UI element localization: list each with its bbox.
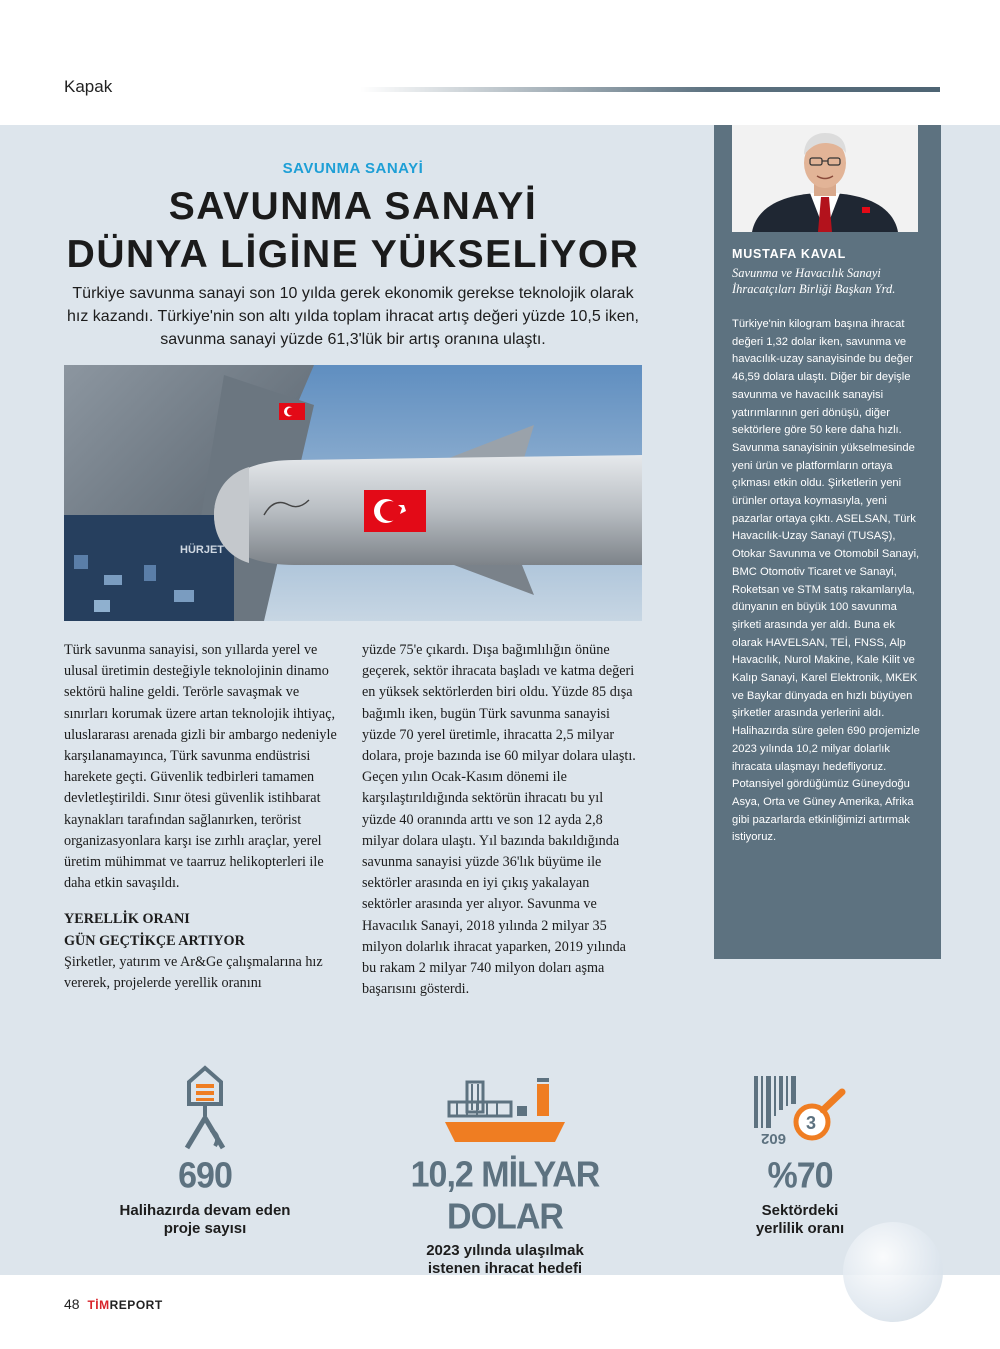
decorative-globe — [843, 1222, 943, 1322]
page-number: 48 — [64, 1296, 80, 1312]
portrait-photo — [732, 125, 918, 232]
subhead-line-2: GÜN GEÇTİKÇE ARTIYOR — [64, 932, 245, 949]
page-footer — [64, 1296, 163, 1312]
stat-projects-caption-line-2: proje sayısı — [163, 1220, 247, 1237]
cargo-ship-icon — [443, 1070, 567, 1150]
article-column-left — [64, 640, 338, 994]
section-label: Kapak — [64, 77, 113, 96]
magnifier-digit: 3 — [806, 1113, 817, 1133]
column-right-paragraph-1: yüzde 75'e çıkardı. Dışa bağımlılığın önüne geçerek, sektör ihracata başladı ve katma değeri en yüksek sektörlerden biri oldu. Yüzde 85 dışa bağımlı iken, bugün Türk savunma sanayisi yüzde 70 yerel üretimle, ihracatta 2,5 milyar dolara, proje bazında ise 60 milyar dolara ulaştı. Geçen yılın Ocak-Kasım dönemi ile karşılaştırıldığında sektörün ihracatı bu yıl yüzde 40 oranında arttı ve son 12 ayda 2,8 milyar dolara ulaştı. Yıl bazında bakıldığında savunma sanayisi yüzde 36'lık büyüme ile sektörler arasında en iyi çıkış yakalayan sektörler arasında yer alıyor. Savunma ve Havacılık Sanayi, 2018 yılında 2 milyar 35 milyon dolarlık ihracat yaparken, 2019 yılında bu rakam 2 milyar 740 milyon doları aşma başarısını gösterdi. — [362, 642, 636, 998]
header-rule — [360, 87, 940, 92]
interview-quote: Türkiye'nin kilogram başına ihracat değeri 1,32 dolar iken, savunma ve havacılık-uzay sanayisinde bu değer 46,59 dolara ulaştı. Diğer bir deyişle savunma ve havacılık sanayisi yatırımlarının geri dönüşü, diğer sektörlere göre 50 kere daha hızlı. Savunma sanayisinin yükselmesinde yeni ürün ve platformların ortaya çıkması etkin oldu. Şirketlerin yeni ürünler ortaya koymasıyla, yeni pazarlar ortaya çıktı. ASELSAN, Türk Havacılık-Uzay Sanayi (TUSAŞ), Otokar Savunma ve Otomobil Sanayi, BMC Otomotiv Ticaret ve Sanayi, Roketsan ve STM satış rakamlarıyla, dünyanın en büyük 100 savunma şirketi arasında yer aldı. Buna ek olarak HAVELSAN, TEİ, FNSS, Alp Havacılık, Nurol Makine, Kale Kilit ve Kalıp Sanayi, Karel Elektronik, MKEK ve Baykar dünyada en hızlı büyüyen şirketler arasında yerlerini aldı. Halihazırda süre gelen 690 projemizle 2023 yılında 10,2 milyar dolarlık ihracata ulaşmayı hedefliyoruz. Potansiyel gördüğümüz Güneydoğu Asya, Orta ve Güney Amerika, Afrika gibi pazarlarda etkinliğimizi artırmak istiyoruz. — [732, 318, 920, 844]
barcode-magnifier-icon — [750, 1070, 850, 1150]
brand-tim: TİM — [87, 1298, 110, 1312]
column-left-paragraph-1: Türk savunma sanayisi, son yıllarda yerel ve ulusal üretimin desteğiyle teknolojinin dinamo sektörü haline geldi. Terörle savaşmak ve sınırları korumak üzere artan teknolojik ihtiyaç, uluslararası arenada gizli bir ambargo nedeniyle karşılanamayınca, Türk savunma endüstrisi harekete geçti. Güvenlik tedbirleri tamamen devletleştirildi. Sınır ötesi güvenlik istihbarat kaynakları tarafından sağlanırken, terörist organizasyonlara karşı ise zırhlı araçlar, yerel üretim mühimmat ve taarruz helikopterleri ile daha etkin savaşıldı. — [64, 642, 337, 892]
stat-export-target — [370, 1060, 640, 1278]
crane-hook-icon — [181, 1064, 229, 1150]
portrait-illustration — [732, 125, 918, 232]
stat-export-target-value: 10,2 MİLYAR DOLAR — [410, 1155, 600, 1237]
stat-projects-value: 690 — [178, 1156, 232, 1196]
missile-photo — [64, 365, 642, 621]
stat-projects-caption-line-1: Halihazırda devam eden — [119, 1202, 291, 1219]
stat-locality-rate-value: %70 — [767, 1156, 833, 1196]
interview-sidebar — [714, 125, 941, 959]
interviewee-role: Savunma ve Havacılık Sanayi İhracatçıları Birliği Başkan Yrd. — [732, 266, 896, 296]
article-column-right — [362, 640, 636, 1000]
barcode-digits: 602 — [760, 1130, 786, 1147]
headline-line-1: SAVUNMA SANAYİ — [168, 185, 538, 228]
stat-locality-rate — [700, 1060, 900, 1238]
article-subhead — [64, 909, 338, 951]
article-lead: Türkiye savunma sanayi son 10 yılda gerek ekonomik gerekse teknolojik olarak hız kazandı. Türkiye'nin son altı yılda toplam ihracat artış değeri yüzde 10,5 iken, savunma sanayi yüzde 61,3'lük bir artış oranına ulaştı. — [67, 285, 639, 348]
article-kicker: SAVUNMA SANAYİ — [282, 160, 424, 177]
column-left-paragraph-2: Şirketler, yatırım ve Ar&Ge çalışmalarına hız vererek, projelerde yerellik oranını — [64, 953, 323, 992]
stat-locality-rate-caption-line-2: yerlilik oranı — [755, 1220, 845, 1237]
article-headline — [64, 183, 642, 279]
subhead-line-1: YERELLİK ORANI — [64, 911, 190, 928]
stat-export-target-caption — [370, 1242, 640, 1278]
magazine-brand — [87, 1298, 162, 1312]
brand-report: REPORT — [109, 1298, 163, 1312]
stat-locality-rate-caption-line-1: Sektördeki — [761, 1202, 839, 1219]
interviewee-name: MUSTAFA KAVAL — [732, 247, 847, 261]
stat-export-target-caption-line-1: 2023 yılında ulaşılmak — [426, 1242, 584, 1259]
stat-export-target-caption-line-2: istenen ihracat hedefi — [427, 1260, 583, 1277]
missile-illustration — [64, 365, 642, 621]
hurjet-label: HÜRJET — [180, 544, 225, 556]
headline-line-2: DÜNYA LİGİNE YÜKSELİYOR — [66, 233, 640, 276]
stat-projects — [110, 1060, 300, 1238]
stat-projects-caption — [110, 1202, 300, 1238]
